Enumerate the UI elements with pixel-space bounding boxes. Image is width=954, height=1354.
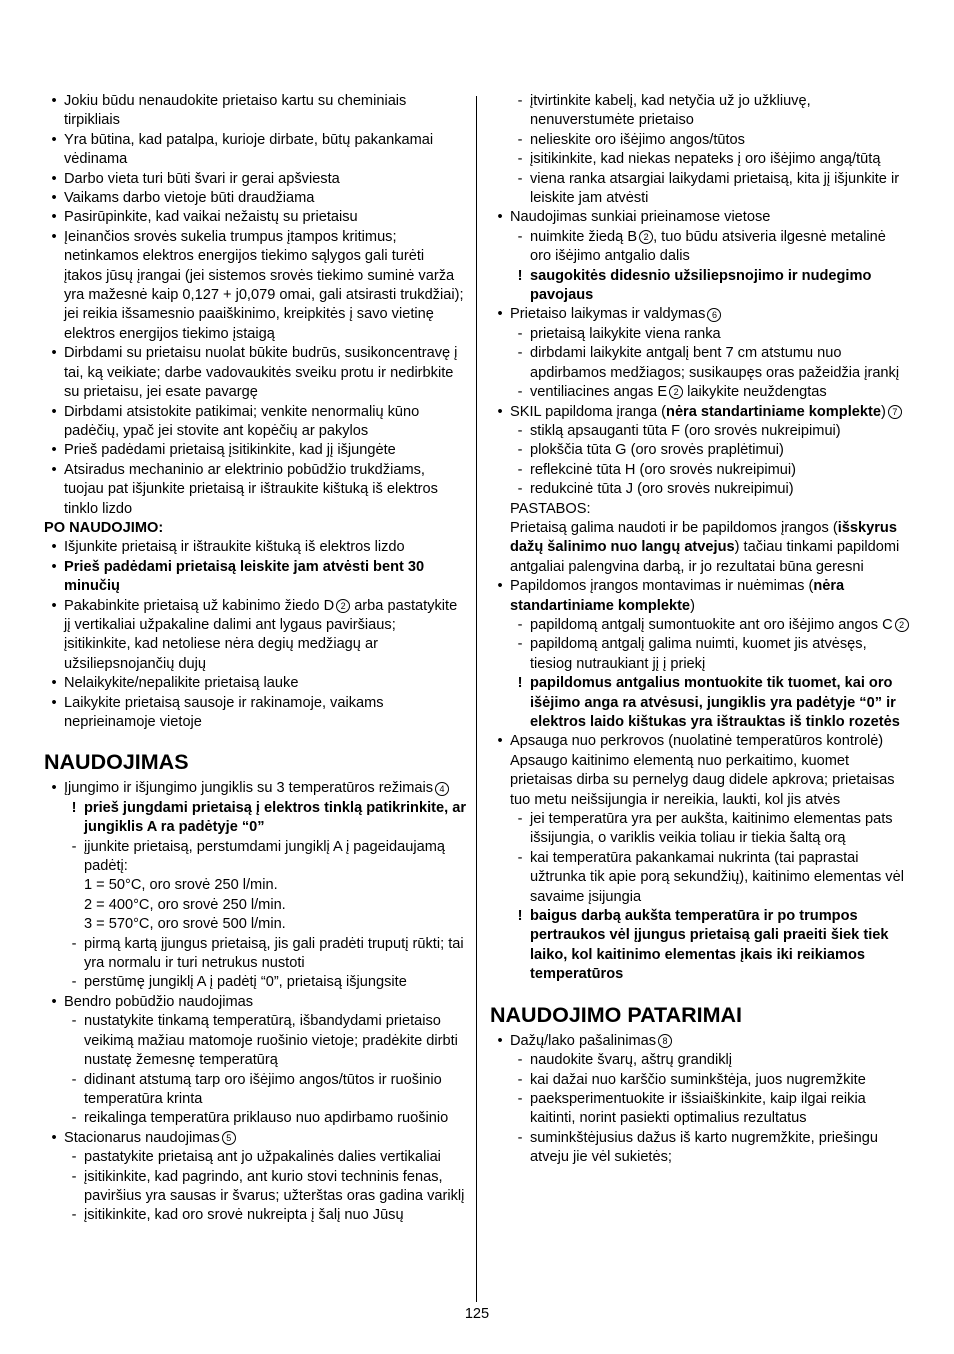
figure-ref: 8 xyxy=(658,1034,672,1048)
bullet-marker: • xyxy=(51,345,57,362)
item-text-bold: nėra standartiniame komplekte xyxy=(510,578,845,614)
bullet-item xyxy=(44,674,466,693)
item-text: Dažų/lako pašalinimas xyxy=(510,1032,657,1049)
bullet-item xyxy=(44,92,466,131)
item-text: jei temperatūra yra per aukšta, kaitinimo elementas pats išsijungia, o variklis veikia toliau ir tiekia šaltą orą xyxy=(530,811,893,847)
item-text: Įeinančios srovės sukelia trumpus įtampos kritimus; netinkamos elektros energijos tiekimo sąlygos gali turėti įtakos jūsų įrangai (jei sistemos srovės tiekimo suminė varža yra mažesnė kaip 0,127 + j0,079 omai, gali atsirasti trukdžiai); jei reikia išsamesnio paaiškinimo, kreipkitės į savo vietinę elektros energijos tiekimo įstaigą xyxy=(64,228,464,342)
dash-marker: - xyxy=(517,481,523,498)
bullet-item xyxy=(44,189,466,208)
bullet-marker: • xyxy=(497,403,503,420)
bullet-marker: • xyxy=(497,306,503,323)
text-line xyxy=(44,915,466,934)
item-text: Įjungimo ir išjungimo jungiklis su 3 temperatūros režimais xyxy=(64,780,434,797)
dash-marker: - xyxy=(517,616,523,633)
dash-marker: - xyxy=(517,1071,523,1088)
bullet-item xyxy=(490,1032,910,1051)
item-text: , tuo būdu atsiveria ilgesnė metalinė oro išėjimo antgalio dalis xyxy=(530,228,886,265)
item-text: ventiliacines angas E xyxy=(530,384,668,401)
bullet-marker: • xyxy=(51,558,57,575)
warning-marker: ! xyxy=(517,675,523,692)
bullet-marker: • xyxy=(51,131,57,148)
item-text: perstūmę jungiklį A į padėtį “0”, prietaisą išjungsite xyxy=(84,974,407,991)
dash-marker: - xyxy=(517,461,523,478)
bullet-marker: • xyxy=(497,578,503,595)
figure-ref: 6 xyxy=(707,308,721,322)
bullet-item xyxy=(44,694,466,733)
bullet-marker: • xyxy=(51,461,57,478)
dash-item xyxy=(44,1168,466,1207)
item-text: dirbdami laikykite antgalį bent 7 cm atstumu nuo apdirbamos medžiagos; susikaupęs oras pažeidžia įrankį xyxy=(530,345,900,381)
item-text: Dirbdami su prietaisu nuolat būkite budrūs, susikoncentravę į tai, ką veikiate; darbe vadovaukitės sveiku protu ir nedirbkite su prietaisu, jei esate pavargę xyxy=(64,345,458,401)
bullet-marker: • xyxy=(51,190,57,207)
item-text: saugokitės didesnio užsiliepsnojimo ir nudegimo pavojaus xyxy=(530,267,872,304)
warning-marker: ! xyxy=(517,908,523,925)
dash-item xyxy=(44,1071,466,1110)
item-text: prietaisą laikykite viena ranka xyxy=(530,325,721,342)
bullet-item xyxy=(44,558,466,597)
item-text: baigus darbą aukšta temperatūra ir po trumpos pertraukos vėl įjungus prietaisą gali praeiti šiek tiek laiko, kol kaitinimo elementas įkais iki reikiamos temperatūros xyxy=(530,908,889,983)
bullet-item xyxy=(490,577,910,616)
dash-item xyxy=(490,480,910,499)
item-text: Apsaugo kaitinimo elementą nuo perkaitimo, kuomet prietaisas dirba su pernelyg daug didele apkrova; prietaisas tuo metu neišsijungia ir nereikia, laukti, kol jis atvės xyxy=(510,752,895,808)
item-text: pastatykite prietaisą ant jo užpakalinės dalies vertikaliai xyxy=(84,1149,441,1166)
bullet-item xyxy=(44,344,466,402)
item-text: ) xyxy=(880,403,886,420)
dash-marker: - xyxy=(517,1129,523,1146)
dash-marker: - xyxy=(517,93,523,109)
item-text: Laikykite prietaisą sausoje ir rakinamoje, vaikams neprieinamoje vietoje xyxy=(64,694,384,730)
dash-marker: - xyxy=(517,422,523,439)
bullet-marker: • xyxy=(51,1129,57,1146)
bullet-item xyxy=(44,403,466,442)
item-text: Stacionarus naudojimas xyxy=(64,1129,220,1146)
item-text: Prietaiso laikymas ir valdymas xyxy=(510,306,706,323)
figure-ref: 4 xyxy=(435,782,449,796)
dash-item xyxy=(490,325,910,344)
dash-marker: - xyxy=(71,1110,77,1127)
dash-item xyxy=(490,616,910,635)
warning-item xyxy=(44,799,466,838)
item-text: papildomą antgalį sumontuokite ant oro išėjimo angos C xyxy=(530,616,893,633)
bullet-item xyxy=(44,779,466,798)
item-text: Bendro pobūdžio naudojimas xyxy=(64,993,254,1010)
dash-item xyxy=(44,1012,466,1070)
item-text: Yra būtina, kad patalpa, kurioje dirbate, būtų pakankamai vėdinama xyxy=(64,131,434,168)
bullet-marker: • xyxy=(497,1032,503,1049)
item-text: stiklą apsauganti tūta F (oro srovės nukreipimui) xyxy=(530,422,841,439)
dash-marker: - xyxy=(71,838,77,855)
bullet-item xyxy=(490,208,910,227)
dash-item xyxy=(490,131,910,150)
item-text: ) tačiau tinkami papildomi antgaliai palengvina darbą, ir jo rezultatai būna geresni xyxy=(510,539,900,575)
bullet-marker: • xyxy=(51,93,57,109)
dash-item xyxy=(490,383,910,402)
bullet-item xyxy=(44,208,466,227)
figure-ref: 2 xyxy=(669,385,683,399)
item-text: arba pastatykite jį vertikaliai užpakaline dalimi ant lygaus paviršiaus; įsitikinkite, kad netoliese nėra degių medžiagų ar užsiliepsnojančių dujų xyxy=(64,597,458,672)
bullet-marker: • xyxy=(51,209,57,226)
item-text: Prieš padėdami prietaisą įsitikinkite, kad jį išjungėte xyxy=(64,442,396,459)
figure-ref: 5 xyxy=(222,1131,236,1145)
dash-item xyxy=(490,810,910,849)
item-text: Prieš padėdami prietaisą leiskite jam atvėsti bent 30 minučių xyxy=(64,558,425,595)
item-text: įsitikinkite, kad oro srovė nukreipta į šalį nuo Jūsų xyxy=(84,1207,404,1224)
page-number: 125 xyxy=(464,1306,490,1322)
dash-item xyxy=(44,973,466,992)
item-text: Pakabinkite prietaisą už kabinimo žiedo D xyxy=(64,597,335,614)
bullet-marker: • xyxy=(51,442,57,459)
dash-item xyxy=(490,1051,910,1070)
dash-item xyxy=(490,1071,910,1090)
item-text: plokščia tūta G (oro srovės praplėtimui) xyxy=(530,442,784,459)
dash-marker: - xyxy=(71,1071,77,1088)
figure-ref: 2 xyxy=(895,618,909,632)
bullet-item xyxy=(490,305,910,324)
item-text: kai temperatūra pakankamai nukrinta (tai paprastai užtrunka tik apie porą sekundžių), kaitinimo elementas vėl savaime įsijungia xyxy=(530,849,904,905)
dash-item xyxy=(490,635,910,674)
dash-item xyxy=(490,1090,910,1129)
bullet-item xyxy=(490,732,910,751)
dash-item xyxy=(490,441,910,460)
bullet-item xyxy=(44,597,466,675)
bullet-marker: • xyxy=(497,733,503,750)
bullet-marker: • xyxy=(51,993,57,1010)
item-text: nustatykite tinkamą temperatūrą, išbandydami prietaiso veikimą mažiau matomoje ruošinio vietoje; pradėkite dirbti nustatę žemesnę temperatūrą xyxy=(84,1013,458,1069)
item-text: paeksperimentuokite ir išsiaiškinkite, kaip ilgai reikia kaitinti, norint pasiekti optimalius rezultatus xyxy=(530,1090,866,1127)
warning-item xyxy=(490,674,910,732)
item-text: įjunkite prietaisą, perstumdami jungiklį A į pageidaujamą padėtį: xyxy=(84,838,445,875)
item-text: papildomą antgalį galima nuimti, kuomet jis atvėsęs, tiesiog nutraukiant jį į priekį xyxy=(530,636,867,672)
item-text: didinant atstumą tarp oro išėjimo angos/tūtos ir ruošinio temperatūra krinta xyxy=(84,1071,442,1107)
bullet-item xyxy=(44,228,466,344)
dash-item xyxy=(44,838,466,877)
dash-marker: - xyxy=(517,131,523,148)
bullet-item xyxy=(490,403,910,422)
dash-item xyxy=(490,422,910,441)
dash-marker: - xyxy=(71,1149,77,1166)
item-text: 3 = 570°C, oro srovė 500 l/min. xyxy=(84,916,286,933)
item-text: Apsauga nuo perkrovos (nuolatinė temperatūros kontrolė) xyxy=(510,733,884,750)
dash-item xyxy=(44,1148,466,1167)
item-text: papildomus antgalius montuokite tik tuomet, kai oro išėjimo anga ra atvėsusi, jungiklis yra padėtyje “0” ir elektros laido kištukas yra ištrauktas iš tinklo rozetės xyxy=(530,675,900,730)
item-text: PASTABOS: xyxy=(510,500,591,517)
text-line xyxy=(44,876,466,895)
item-text: pirmą kartą įjungus prietaisą, jis gali pradėti truputį rūkti; tai yra normalu ir turi netrukus nustoti xyxy=(84,935,464,972)
bullet-item xyxy=(44,1129,466,1148)
dash-marker: - xyxy=(517,811,523,828)
warning-item xyxy=(490,907,910,985)
item-text: 1 = 50°C, oro srovė 250 l/min. xyxy=(84,877,278,894)
section-heading: NAUDOJIMO PATARIMAI xyxy=(490,1002,743,1027)
dash-item xyxy=(490,228,910,267)
dash-marker: - xyxy=(517,442,523,459)
item-text: įtvirtinkite kabelį, kad netyčia už jo užkliuvę, nenuverstumėte prietaiso xyxy=(530,93,811,129)
item-text: Nelaikykite/nepalikite prietaisą lauke xyxy=(64,675,299,692)
dash-marker: - xyxy=(517,1090,523,1107)
dash-marker: - xyxy=(517,384,523,401)
text-line xyxy=(490,519,910,577)
dash-marker: - xyxy=(71,935,77,952)
item-text: Išjunkite prietaisą ir ištraukite kištuką iš elektros lizdo xyxy=(64,539,405,556)
dash-marker: - xyxy=(517,325,523,342)
section-heading: NAUDOJIMAS xyxy=(44,750,189,775)
item-text: ) xyxy=(690,597,695,614)
dash-item xyxy=(490,849,910,907)
item-text: Papildomos įrangos montavimas ir nuėmimas ( xyxy=(510,578,814,595)
item-text: Dirbdami atsistokite patikimai; venkite nenormalių kūno padėčių, ypač jei stovite ant kopėčių ar pakylos xyxy=(64,403,420,439)
item-text: Prietaisą galima naudoti ir be papildomos įrangos ( xyxy=(510,519,838,536)
dash-item xyxy=(490,170,910,209)
item-text: PO NAUDOJIMO: xyxy=(44,519,164,536)
bullet-item xyxy=(44,993,466,1012)
item-text: Naudojimas sunkiai prieinamose vietose xyxy=(510,209,771,226)
item-text-bold: nėra standartiniame komplekte xyxy=(666,403,881,420)
bullet-item xyxy=(44,461,466,519)
bullet-item xyxy=(44,441,466,460)
dash-item xyxy=(44,1109,466,1128)
warning-item xyxy=(490,267,910,306)
figure-ref: 7 xyxy=(888,405,902,419)
item-text: 2 = 400°C, oro srovė 250 l/min. xyxy=(84,896,286,913)
item-text: naudokite švarų, aštrų grandiklį xyxy=(530,1052,732,1069)
dash-marker: - xyxy=(517,170,523,187)
dash-marker: - xyxy=(71,1013,77,1030)
item-text: laikykite neuždengtas xyxy=(683,384,827,401)
left-column xyxy=(44,92,466,1226)
bullet-marker: • xyxy=(51,170,57,187)
item-text: reikalinga temperatūra priklauso nuo apdirbamo ruošinio xyxy=(84,1110,449,1127)
item-text: Vaikams darbo vietoje būti draudžiama xyxy=(64,190,315,207)
bullet-item xyxy=(44,131,466,170)
warning-marker: ! xyxy=(517,267,523,284)
text-line xyxy=(44,896,466,915)
dash-marker: - xyxy=(517,151,523,168)
item-text: SKIL papildoma įranga ( xyxy=(510,403,667,420)
text-line xyxy=(490,752,910,810)
bullet-marker: • xyxy=(51,597,57,614)
right-column xyxy=(490,92,910,1168)
bullet-item xyxy=(44,538,466,557)
item-text-bold: išskyrus dažų šalinimo nuo langų atvejus xyxy=(510,519,897,556)
dash-marker: - xyxy=(517,228,523,245)
item-text: reflekcinė tūta H (oro srovės nukreipimui) xyxy=(530,461,797,478)
item-text: redukcinė tūta J (oro srovės nukreipimui) xyxy=(530,481,794,498)
bullet-item xyxy=(44,170,466,189)
bullet-marker: • xyxy=(51,403,57,420)
bullet-marker: • xyxy=(51,780,57,797)
item-text: Pasirūpinkite, kad vaikai nežaistų su prietaisu xyxy=(64,209,358,226)
dash-marker: - xyxy=(517,636,523,653)
item-text: suminkštėjusius dažus iš karto nugremžkite, priešingu atveju jie vėl sukietės; xyxy=(530,1129,878,1166)
item-text: įsitikinkite, kad niekas nepateks į oro išėjimo angą/tūtą xyxy=(530,151,881,168)
item-text: viena ranka atsargiai laikydami prietaisą, kita jį išjunkite ir leiskite jam atvėsti xyxy=(530,170,900,207)
figure-ref: 2 xyxy=(336,599,350,613)
item-text: Jokiu būdu nenaudokite prietaiso kartu su cheminiais tirpikliais xyxy=(64,93,407,129)
dash-marker: - xyxy=(517,849,523,866)
item-text: Atsiradus mechaninio ar elektrinio pobūdžio trukdžiams, tuojau pat išjunkite prietaisą ir ištraukite kištuką iš elektros tinklo lizdo xyxy=(64,461,438,517)
dash-item xyxy=(490,461,910,480)
dash-item xyxy=(44,1206,466,1225)
item-text: kai dažai nuo karščio suminkštėja, juos nugremžkite xyxy=(530,1071,866,1088)
warning-marker: ! xyxy=(71,799,77,816)
text-line xyxy=(490,500,910,519)
dash-item xyxy=(490,92,910,131)
item-text: įsitikinkite, kad pagrindo, ant kurio stovi techninis fenas, paviršius yra sausas ir švarus; užterštas oras gadina variklį xyxy=(84,1168,465,1204)
section-label xyxy=(44,519,466,538)
item-text: nuimkite žiedą B xyxy=(530,228,638,245)
figure-ref: 2 xyxy=(639,230,653,244)
item-text: nelieskite oro išėjimo angos/tūtos xyxy=(530,131,745,148)
dash-item xyxy=(490,150,910,169)
dash-item xyxy=(490,344,910,383)
dash-marker: - xyxy=(71,1168,77,1185)
dash-marker: - xyxy=(517,345,523,362)
dash-marker: - xyxy=(71,1207,77,1224)
bullet-marker: • xyxy=(51,228,57,245)
dash-marker: - xyxy=(517,1052,523,1069)
bullet-marker: • xyxy=(51,694,57,711)
bullet-marker: • xyxy=(497,209,503,226)
item-text: Darbo vieta turi būti švari ir gerai apšviesta xyxy=(64,170,340,187)
bullet-marker: • xyxy=(51,675,57,692)
column-divider xyxy=(476,96,477,1302)
dash-marker: - xyxy=(71,974,77,991)
item-text: prieš jungdami prietaisą į elektros tinklą patikrinkite, ar jungiklis A ra padėtyje “0” xyxy=(84,799,467,836)
bullet-marker: • xyxy=(51,539,57,556)
dash-item xyxy=(44,935,466,974)
dash-item xyxy=(490,1129,910,1168)
